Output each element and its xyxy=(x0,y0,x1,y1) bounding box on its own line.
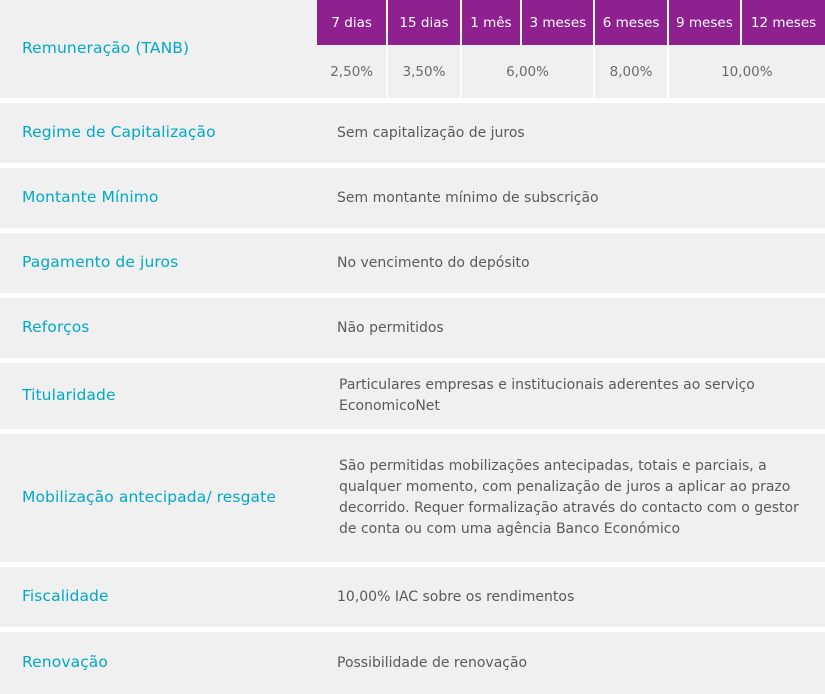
table-row xyxy=(0,0,825,98)
terms-rate-strip xyxy=(317,45,825,98)
table-row xyxy=(0,434,825,562)
term-header-7-dias: 7 dias xyxy=(317,0,388,45)
table-row xyxy=(0,168,825,228)
table-row xyxy=(0,363,825,429)
row-value-titularidade: Particulares empresas e institucionais aderentes ao serviço EconomicoNet xyxy=(317,363,825,429)
row-value-renovacao: Possibilidade de renovação xyxy=(317,632,825,694)
term-header-1-mes: 1 mês xyxy=(462,0,523,45)
row-label-montante-minimo: Montante Mínimo xyxy=(0,168,317,228)
terms-header-strip xyxy=(317,0,825,45)
row-label-regime-capitalizacao: Regime de Capitalização xyxy=(0,103,317,163)
term-rate-9-12-meses: 10,00% xyxy=(721,63,773,80)
term-rate-1-3-meses: 6,00% xyxy=(462,45,596,98)
table-row xyxy=(0,298,825,358)
row-value-mobilizacao-antecipada: São permitidas mobilizações antecipadas, totais e parciais, a qualquer momento, com penalização de juros a aplicar ao prazo decorrido. Requer formalização através do contacto com o gestor de conta ou com uma agência Banco Económico xyxy=(317,434,825,562)
term-header-15-dias: 15 dias xyxy=(388,0,461,45)
term-rate-15-dias: 3,50% xyxy=(388,45,461,98)
term-rate-7-dias: 2,50% xyxy=(317,45,388,98)
row-value-regime-capitalizacao: Sem capitalização de juros xyxy=(317,103,825,163)
row-value-pagamento-juros: No vencimento do depósito xyxy=(317,233,825,293)
table-row xyxy=(0,632,825,694)
term-header-6-meses: 6 meses xyxy=(595,0,668,45)
row-value-fiscalidade: 10,00% IAC sobre os rendimentos xyxy=(317,567,825,627)
row-label-reforcos: Reforços xyxy=(0,298,317,358)
term-header-9-meses: 9 meses xyxy=(669,0,742,45)
table-row xyxy=(0,233,825,293)
table-row xyxy=(0,567,825,627)
row-label-fiscalidade: Fiscalidade xyxy=(0,567,317,627)
row-label-renovacao: Renovação xyxy=(0,632,317,694)
row-label-pagamento-juros: Pagamento de juros xyxy=(0,233,317,293)
row-label-remuneracao: Remuneração (TANB) xyxy=(0,0,317,98)
row-label-mobilizacao-antecipada: Mobilização antecipada/ resgate xyxy=(0,434,317,562)
row-label-titularidade: Titularidade xyxy=(0,363,317,429)
term-rate-6-meses: 8,00% xyxy=(595,45,668,98)
table-row xyxy=(0,103,825,163)
row-value-montante-minimo: Sem montante mínimo de subscrição xyxy=(317,168,825,228)
term-header-3-meses: 3 meses xyxy=(522,0,595,45)
remuneration-terms-cell xyxy=(317,0,825,98)
row-value-reforcos: Não permitidos xyxy=(317,298,825,358)
term-header-12-meses: 12 meses xyxy=(742,0,825,45)
